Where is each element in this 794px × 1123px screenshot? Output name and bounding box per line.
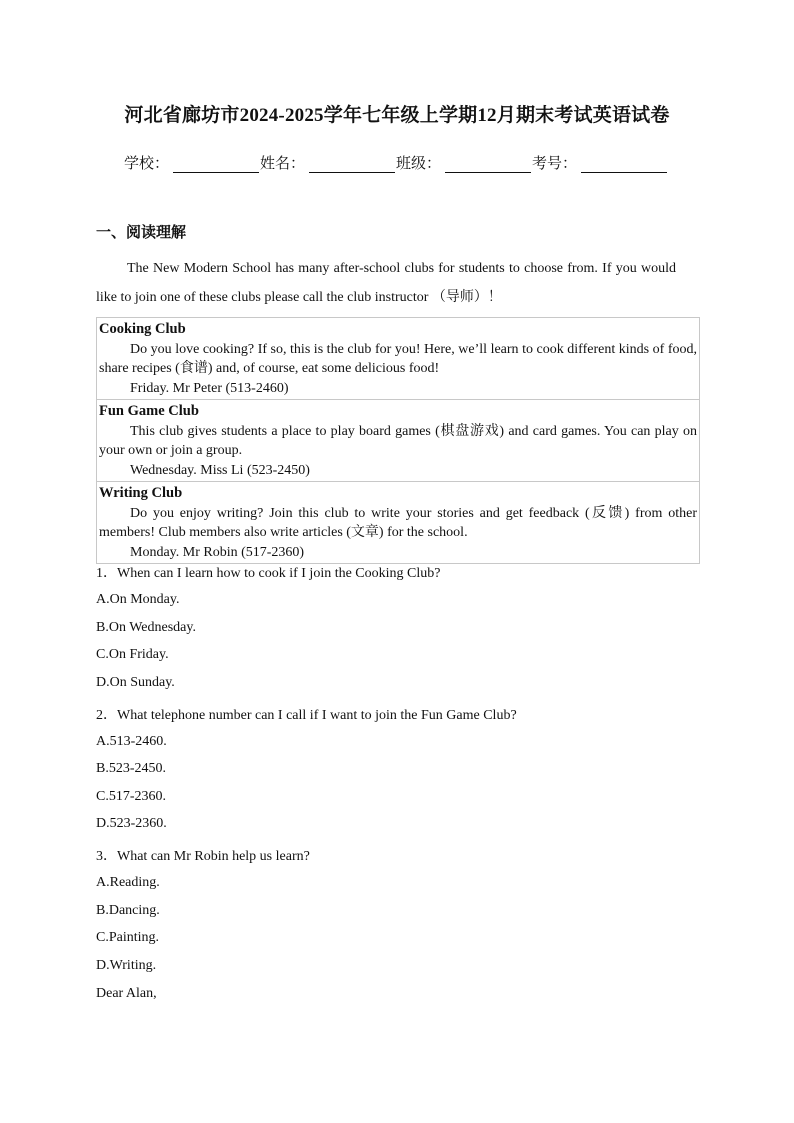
page-title: 河北省廊坊市2024-2025学年七年级上学期12月期末考试英语试卷 [124,105,670,126]
school-label: 学校： [124,156,170,172]
exam-number-blank [581,154,667,173]
passage-intro: The New Modern School has many after-school clubs for students to choose from. If you would like to join one of these clubs please call the club instructor （导师）！ [96,261,676,305]
table-row [97,482,700,564]
club-cell [97,400,700,482]
question-2-option-c: C.517-2360. [96,789,166,804]
question-3-option-c: C.Painting. [96,930,160,945]
question-1-option-d: D.On Sunday. [96,675,175,690]
club-description: Do you love cooking? If so, this is the club for you! Here, we’ll learn to cook different kinds of food, share recipes (食谱) and, of course, eat some delicious food! [99,341,697,376]
question-2-option-d: D.523-2360. [96,816,167,831]
class-blank [445,154,531,173]
question-3: 3．What can Mr Robin help us learn? [96,849,310,864]
club-name: Fun Game Club [99,403,199,419]
club-description: Do you enjoy writing? Join this club to write your stories and get feedback (反馈) from other members! Club members also write articles (文章) for the school. [99,505,697,540]
club-schedule: Monday. Mr Robin (517-2360) [130,544,305,560]
next-passage-greeting: Dear Alan, [96,986,157,1001]
question-3-option-a: A.Reading. [96,875,160,890]
club-schedule: Friday. Mr Peter (513-2460) [130,380,289,396]
clubs-table [96,317,700,564]
question-1: 1．When can I learn how to cook if I join the Cooking Club? [96,566,441,581]
class-label: 班级： [396,156,442,172]
student-info-line [124,152,684,173]
club-schedule: Wednesday. Miss Li (523-2450) [130,462,310,478]
table-row [97,400,700,482]
table-row [97,318,700,400]
question-3-option-d: D.Writing. [96,958,157,973]
club-cell [97,318,700,400]
school-blank [173,154,259,173]
question-3-option-b: B.Dancing. [96,903,160,918]
question-2-option-b: B.523-2450. [96,761,166,776]
name-blank [309,154,395,173]
club-name: Cooking Club [99,321,186,337]
club-cell [97,482,700,564]
question-2-option-a: A.513-2460. [96,734,167,749]
club-name: Writing Club [99,485,183,501]
exam-number-label: 考号： [532,156,578,172]
club-description: This club gives students a place to play board games (棋盘游戏) and card games. You can play on your own or join a group. [99,423,697,458]
question-1-option-a: A.On Monday. [96,592,180,607]
question-2: 2．What telephone number can I call if I want to join the Fun Game Club? [96,708,517,723]
name-label: 姓名： [260,156,306,172]
question-1-option-c: C.On Friday. [96,647,169,662]
section-heading: 一、阅读理解 [96,225,187,241]
question-1-option-b: B.On Wednesday. [96,620,196,635]
